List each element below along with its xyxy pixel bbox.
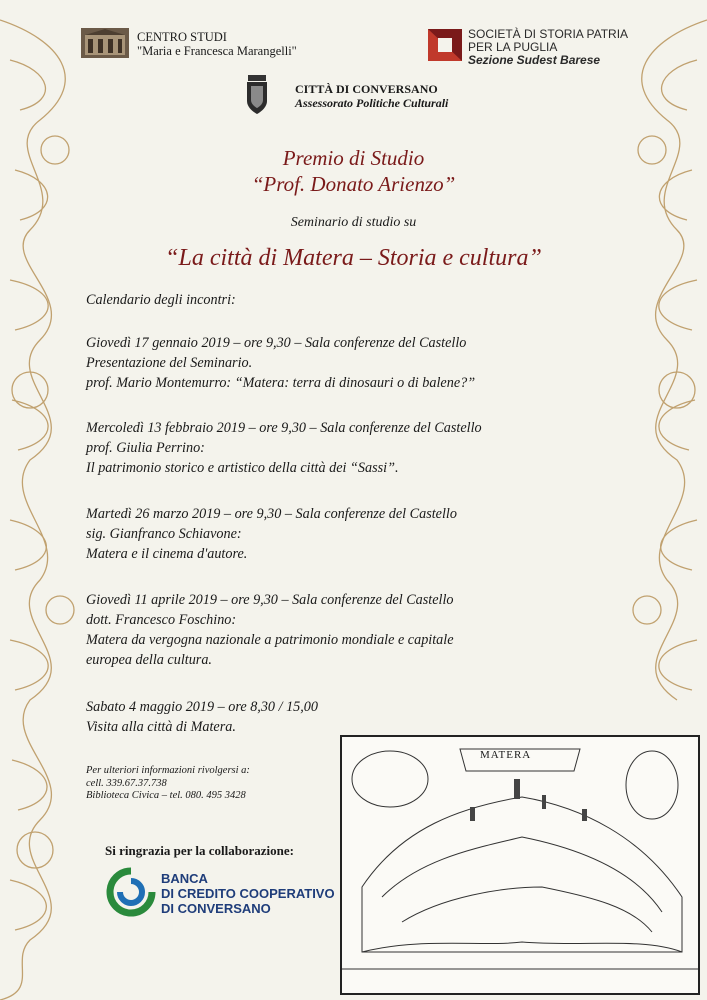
conversano-coat-of-arms-icon <box>244 73 270 115</box>
event-2-line-2: prof. Giulia Perrino: <box>86 440 205 456</box>
event-2-line-3: Il patrimonio storico e artistico della città dei “Sassi”. <box>86 460 399 476</box>
event-2 <box>86 418 482 478</box>
bank-logo-icon <box>106 867 156 917</box>
bank-line2: DI CREDITO COOPERATIVO <box>161 886 335 901</box>
centro-studi-line2: "Maria e Francesca Marangelli" <box>137 44 297 58</box>
event-1-line-3: prof. Mario Montemurro: “Matera: terra di dinosauri o di balene?” <box>86 375 476 391</box>
contact-phone: cell. 339.67.37.738 <box>86 777 167 789</box>
event-5 <box>86 697 318 737</box>
event-5-line-2: Visita alla città di Matera. <box>86 719 236 735</box>
premio-title: Premio di Studio <box>282 146 425 170</box>
event-3-line-2: sig. Gianfranco Schiavone: <box>86 526 242 542</box>
matera-engraving-drawing <box>342 737 698 993</box>
event-3 <box>86 504 457 564</box>
calendar-heading: Calendario degli incontri: <box>86 292 236 308</box>
event-5-line-1: Sabato 4 maggio 2019 – ore 8,30 / 15,00 <box>86 699 318 715</box>
conversano-line2: Assessorato Politiche Culturali <box>295 96 449 110</box>
event-4-line-3: Matera da vergogna nazionale a patrimonio mondiale e capitale <box>86 632 454 648</box>
seminar-intro: Seminario di studio su <box>290 215 417 230</box>
centro-studi-building-icon <box>80 27 130 59</box>
contact-info <box>86 765 250 803</box>
event-4-line-1: Giovedì 11 aprile 2019 – ore 9,30 – Sala conferenze del Castello <box>86 592 454 608</box>
event-4 <box>86 590 454 670</box>
conversano-label <box>295 82 448 110</box>
societa-label <box>468 28 628 67</box>
bank-line3: DI CONVERSANO <box>161 901 271 916</box>
matera-engraving <box>340 735 700 995</box>
premio-name: “Prof. Donato Arienzo” <box>251 172 456 196</box>
event-4-line-4: europea della cultura. <box>86 652 212 668</box>
event-1-line-2: Presentazione del Seminario. <box>86 355 253 371</box>
seminar-title: “La città di Matera – Storia e cultura” <box>165 245 542 271</box>
thanks-label: Si ringrazia per la collaborazione: <box>105 843 294 858</box>
engraving-banner: MATERA <box>480 749 532 761</box>
societa-storia-patria-logo <box>428 29 462 61</box>
event-3-line-1: Martedì 26 marzo 2019 – ore 9,30 – Sala conferenze del Castello <box>86 506 457 522</box>
contact-library: Biblioteca Civica – tel. 080. 495 3428 <box>86 790 246 801</box>
bank-name <box>161 871 335 916</box>
event-3-line-3: Matera e il cinema d'autore. <box>86 546 248 562</box>
centro-studi-line1: CENTRO STUDI <box>137 30 227 44</box>
event-1-line-1: Giovedì 17 gennaio 2019 – ore 9,30 – Sala conferenze del Castello <box>86 335 467 351</box>
societa-line2: PER LA PUGLIA <box>468 40 558 54</box>
centro-studi-label <box>137 30 297 58</box>
event-2-line-1: Mercoledì 13 febbraio 2019 – ore 9,30 – Sala conferenze del Castello <box>86 420 482 436</box>
event-4-line-2: dott. Francesco Foschino: <box>86 612 237 628</box>
event-1 <box>86 333 475 393</box>
contact-line1: Per ulteriori informazioni rivolgersi a: <box>86 765 250 776</box>
societa-line1: SOCIETÀ DI STORIA PATRIA <box>468 27 629 41</box>
bank-line1: BANCA <box>161 871 208 886</box>
conversano-line1: CITTÀ DI CONVERSANO <box>295 82 438 96</box>
societa-line3: Sezione Sudest Barese <box>468 53 601 67</box>
